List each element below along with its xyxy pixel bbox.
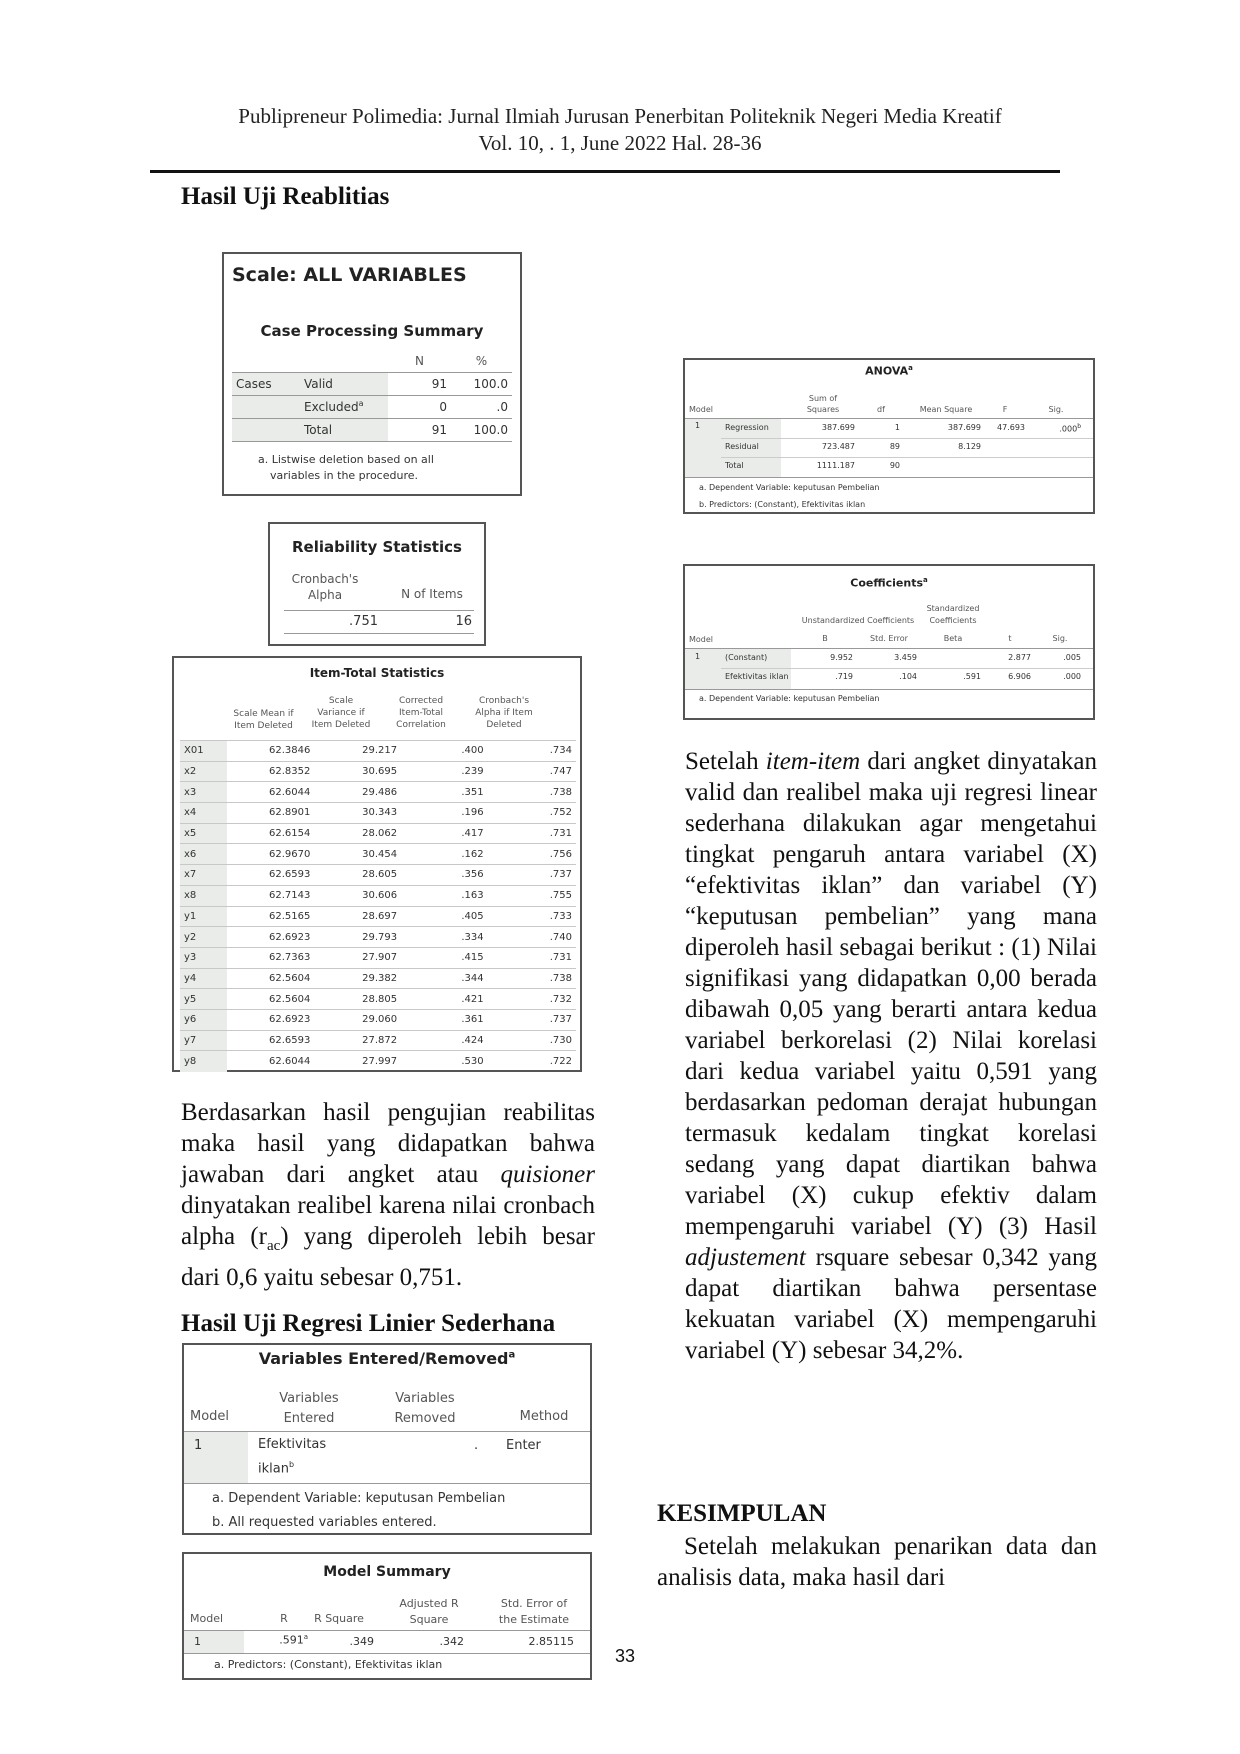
col-entered: Variables Entered xyxy=(279,1391,339,1426)
item-value: .334 xyxy=(461,931,484,943)
table-row xyxy=(180,761,576,782)
item-value: .722 xyxy=(549,1055,572,1067)
item-label: x7 xyxy=(180,865,227,886)
ms-col-adj: Adjusted R Square xyxy=(399,1597,459,1626)
entered-model: 1 xyxy=(194,1438,203,1453)
header-rule xyxy=(150,170,1060,173)
entered-method: Enter xyxy=(506,1438,541,1453)
table-row xyxy=(180,885,576,906)
item-value: .747 xyxy=(549,766,572,778)
anova-df: 90 xyxy=(889,461,900,470)
ms-col-rsq: R Square xyxy=(314,1612,364,1625)
coef-col-model: Model xyxy=(689,635,714,644)
case-n: 91 xyxy=(431,422,447,437)
item-label: x4 xyxy=(180,803,227,824)
coef-note: a. Dependent Variable: keputusan Pembelian xyxy=(699,694,880,703)
case-pct: 100.0 xyxy=(473,422,508,437)
item-value: .732 xyxy=(549,993,572,1005)
coef-label: (Constant) xyxy=(725,653,768,662)
item-label: x5 xyxy=(180,823,227,844)
coef-col-sig: Sig. xyxy=(1052,634,1068,643)
col-n-header: N xyxy=(415,353,424,368)
item-value: 27.872 xyxy=(362,1034,398,1046)
coef-col-std: Standardized Coefficients xyxy=(926,604,980,625)
coef-se: .104 xyxy=(899,672,917,681)
item-value: .733 xyxy=(549,910,572,922)
item-value: 28.605 xyxy=(362,869,398,881)
item-value: .421 xyxy=(461,993,484,1005)
item-value: .163 xyxy=(461,890,484,902)
regression-paragraph: Setelah item-item dari angket dinyatakan valid dan realibel maka uji regresi linear sederhana dilakukan agar mengetahui tingkat pengaruh antara variabel (X) “efektivitas iklan” dan variabel (Y) “keputusan pembelian” yang mana diperoleh hasil sebagai berikut : (1) Nilai signifikasi yang didapatkan 0,00 berada dibawah 0,05 yang berarti antara kedua variabel berkorelasi (2) Nilai korelasi dari kedua variabel yaitu 0,591 yang berdasarkan pedoman derajat hubungan termasuk kedalam tingkat korelasi sedang yang dapat diartikan bahwa variabel (X) cukup efektiv dalam mempengaruhi variabel (Y) (3) Hasil adjustement rsquare sebesar 0,342 yang dapat diartikan bahwa persentase kekuatan variabel (X) mempengaruhi variabel (Y) sebesar 34,2%. xyxy=(685,748,1098,1364)
ms-col-r: R xyxy=(280,1612,288,1625)
section-heading-reliability: Hasil Uji Reablitias xyxy=(181,183,390,210)
coef-b: 9.952 xyxy=(830,653,853,662)
reliability-statistics xyxy=(268,522,486,646)
item-total-title: Item-Total Statistics xyxy=(309,666,445,680)
table-row xyxy=(180,741,576,762)
item-value: 28.697 xyxy=(362,910,398,922)
item-value: 30.343 xyxy=(362,807,398,819)
col-scale-variance: Scale Variance if Item Deleted xyxy=(311,696,371,730)
item-value: .738 xyxy=(549,972,572,984)
item-value: .756 xyxy=(549,848,572,860)
anova-df: 1 xyxy=(894,423,900,432)
table-row xyxy=(180,947,576,968)
entered-title: Variables Entered/Removed$^a$ xyxy=(258,1349,516,1368)
item-value: 28.805 xyxy=(362,993,398,1005)
anova-col-df: df xyxy=(877,405,885,414)
ms-col-model: Model xyxy=(190,1612,224,1625)
col-corrected-correlation: Corrected Item-Total Correlation xyxy=(396,696,446,730)
coef-t: 2.877 xyxy=(1008,653,1031,662)
cronbach-alpha-value: .751 xyxy=(349,614,378,629)
anova-label: Residual xyxy=(725,442,759,451)
model-summary xyxy=(182,1552,592,1680)
item-label: y8 xyxy=(180,1051,227,1072)
coef-col-t: t xyxy=(1008,634,1012,643)
item-value: .351 xyxy=(461,786,484,798)
case-processing-summary xyxy=(222,252,522,496)
anova-ss: 723.487 xyxy=(821,442,855,451)
item-value: .239 xyxy=(461,766,484,778)
coefficients-table xyxy=(683,564,1095,720)
coef-t: 6.906 xyxy=(1008,672,1031,681)
table-row xyxy=(180,803,576,824)
anova-col-f: F xyxy=(1002,405,1008,414)
coef-model: 1 xyxy=(695,652,701,661)
item-value: .737 xyxy=(549,869,572,881)
anova-f: 47.693 xyxy=(997,423,1025,432)
coef-beta: .591 xyxy=(963,672,981,681)
item-value: 30.606 xyxy=(362,890,398,902)
case-row-label: Valid xyxy=(300,372,388,395)
ms-r: .591$^a$ xyxy=(279,1633,308,1647)
case-pct: 100.0 xyxy=(473,376,508,391)
table-row xyxy=(180,782,576,803)
anova-ms: 387.699 xyxy=(947,423,981,432)
case-summary-table xyxy=(232,350,512,442)
anova-notes: a. Dependent Variable: keputusan Pembelian b. Predictors: (Constant), Efektivitas iklan xyxy=(699,483,880,509)
item-value: 62.6044 xyxy=(269,1055,311,1067)
item-value: .738 xyxy=(549,786,572,798)
journal-volume: Vol. 10, . 1, June 2022 Hal. 28-36 xyxy=(478,131,762,155)
table-row xyxy=(180,1051,576,1072)
items-header: N of Items xyxy=(401,587,463,601)
item-value: 62.6593 xyxy=(269,869,311,881)
case-row-label: Excluded$^a$ xyxy=(300,395,388,418)
anova-model: 1 xyxy=(695,421,701,430)
coef-col-beta: Beta xyxy=(943,634,963,643)
table-row xyxy=(180,927,576,948)
anova-title: ANOVA$^a$ xyxy=(865,364,913,378)
case-pct: .0 xyxy=(496,399,508,414)
anova-ms: 8.129 xyxy=(958,442,981,451)
item-value: 30.454 xyxy=(362,848,398,860)
model-summary-title: Model Summary xyxy=(323,1564,451,1580)
item-value: 62.5165 xyxy=(269,910,311,922)
n-items-value: 16 xyxy=(455,614,472,629)
item-total-table xyxy=(180,740,576,1072)
reliability-title: Reliability Statistics xyxy=(292,538,462,556)
table-row xyxy=(180,906,576,927)
item-value: .361 xyxy=(461,1014,484,1026)
ms-model: 1 xyxy=(194,1635,201,1648)
item-label: x6 xyxy=(180,844,227,865)
anova-col-ss: Sum of Squares xyxy=(806,394,840,414)
anova-ss: 1111.187 xyxy=(816,461,855,470)
coef-col-b: B xyxy=(822,634,828,643)
case-summary-note: a. Listwise deletion based on all variables in the procedure. xyxy=(258,453,434,482)
item-value: 62.8352 xyxy=(269,766,311,778)
ms-rsq: .349 xyxy=(349,1635,374,1648)
entered-notes: a. Dependent Variable: keputusan Pembelian b. All requested variables entered. xyxy=(212,1491,506,1530)
item-value: .344 xyxy=(461,972,484,984)
item-label: x3 xyxy=(180,782,227,803)
anova-label: Regression xyxy=(725,423,769,432)
item-value: 62.8901 xyxy=(269,807,311,819)
item-value: .196 xyxy=(461,807,484,819)
item-value: 62.7363 xyxy=(269,952,311,964)
table-row xyxy=(180,989,576,1010)
variables-entered-removed xyxy=(182,1343,592,1535)
item-value: .730 xyxy=(549,1034,572,1046)
anova-col-model: Model xyxy=(689,405,714,414)
table-row xyxy=(180,1030,576,1051)
item-value: .417 xyxy=(461,828,484,840)
coef-se: 3.459 xyxy=(894,653,917,662)
item-value: 62.6154 xyxy=(269,828,311,840)
anova-sig: .000$^b$ xyxy=(1059,423,1081,434)
col-model: Model xyxy=(190,1409,230,1424)
ms-adj: .342 xyxy=(439,1635,464,1648)
coef-b: .719 xyxy=(835,672,853,681)
reliability-paragraph: Berdasarkan hasil pengujian reabilitas maka hasil yang didapatkan bahwa jawaban dari angket atau quisioner dinyatakan realibel karena nilai cronbach alpha $(r_{ac})$ yang diperoleh lebih besar dari 0,6 yaitu sebesar 0,751. xyxy=(181,1099,595,1291)
item-value: 62.6044 xyxy=(269,786,311,798)
item-value: .162 xyxy=(461,848,484,860)
item-value: .356 xyxy=(461,869,484,881)
item-value: .415 xyxy=(461,952,484,964)
item-label: y5 xyxy=(180,989,227,1010)
item-value: 29.486 xyxy=(362,786,398,798)
item-value: .400 xyxy=(461,745,484,757)
anova-table xyxy=(683,358,1095,514)
table-row xyxy=(180,823,576,844)
item-value: 62.5604 xyxy=(269,993,311,1005)
item-value: .734 xyxy=(549,745,572,757)
item-value: .731 xyxy=(549,952,572,964)
item-value: 27.997 xyxy=(362,1055,398,1067)
item-value: 30.695 xyxy=(362,766,398,778)
item-value: .405 xyxy=(461,910,484,922)
col-scale-mean: Scale Mean if Item Deleted xyxy=(233,709,294,731)
anova-df: 89 xyxy=(889,442,900,451)
item-value: 62.5604 xyxy=(269,972,311,984)
item-label: y4 xyxy=(180,968,227,989)
item-value: .740 xyxy=(549,931,572,943)
coef-sig: .000 xyxy=(1063,672,1081,681)
removed-variable: . xyxy=(474,1438,479,1453)
ms-note: a. Predictors: (Constant), Efektivitas iklan xyxy=(214,1658,443,1671)
item-value: 27.907 xyxy=(362,952,398,964)
case-summary-title: Case Processing Summary xyxy=(260,322,484,340)
item-value: .530 xyxy=(461,1055,484,1067)
coef-sig: .005 xyxy=(1063,653,1081,662)
item-label: y1 xyxy=(180,906,227,927)
item-value: 29.793 xyxy=(362,931,398,943)
case-row-label: Total xyxy=(300,418,388,441)
scale-title: Scale: ALL VARIABLES xyxy=(232,264,467,286)
anova-ss: 387.699 xyxy=(821,423,855,432)
item-value: .424 xyxy=(461,1034,484,1046)
col-alpha-if-deleted: Cronbach's Alpha if Item Deleted xyxy=(475,696,533,730)
section-heading-regression: Hasil Uji Regresi Linier Sederhana xyxy=(181,1310,556,1337)
coef-col-unstd: Unstandardized Coefficients xyxy=(801,616,915,625)
item-value: 62.9670 xyxy=(269,848,311,860)
case-n: 0 xyxy=(439,399,447,414)
item-label: y2 xyxy=(180,927,227,948)
item-value: 28.062 xyxy=(362,828,398,840)
item-value: .755 xyxy=(549,890,572,902)
coef-col-se: Std. Error xyxy=(870,634,908,643)
item-value: .731 xyxy=(549,828,572,840)
item-value: 62.3846 xyxy=(269,745,311,757)
col-removed: Variables Removed xyxy=(394,1391,456,1426)
item-label: X01 xyxy=(180,741,227,762)
col-method: Method xyxy=(519,1409,569,1424)
entered-variable: Efektivitas iklan$^b$ xyxy=(258,1437,327,1477)
item-value: 62.6593 xyxy=(269,1034,311,1046)
col-pct-header: % xyxy=(475,353,488,368)
item-value: 62.7143 xyxy=(269,890,311,902)
item-label: y6 xyxy=(180,1009,227,1030)
page-number: 33 xyxy=(615,1646,636,1666)
section-heading-conclusion: KESIMPULAN xyxy=(657,1500,827,1527)
case-n: 91 xyxy=(431,376,447,391)
table-row xyxy=(180,968,576,989)
item-label: x8 xyxy=(180,885,227,906)
cases-label: Cases xyxy=(232,372,300,395)
item-value: 62.6923 xyxy=(269,931,311,943)
coef-label: Efektivitas iklan xyxy=(725,672,789,681)
table-row xyxy=(180,865,576,886)
coefficients-title: Coefficients$^a$ xyxy=(850,576,928,590)
item-value: 29.060 xyxy=(362,1014,398,1026)
alpha-header: Cronbach's Alpha xyxy=(291,572,359,602)
item-label: x2 xyxy=(180,761,227,782)
table-row xyxy=(180,844,576,865)
conclusion-paragraph: Setelah melakukan penarikan data dan analisis data, maka hasil dari xyxy=(657,1533,1097,1591)
item-value: 29.217 xyxy=(362,745,398,757)
item-value: .737 xyxy=(549,1014,572,1026)
anova-col-ms: Mean Square xyxy=(919,405,973,414)
table-row xyxy=(180,1009,576,1030)
item-value: 29.382 xyxy=(362,972,398,984)
anova-col-sig: Sig. xyxy=(1048,405,1064,414)
ms-col-se: Std. Error of the Estimate xyxy=(498,1597,570,1626)
item-label: y7 xyxy=(180,1030,227,1051)
anova-label: Total xyxy=(725,461,744,470)
item-total-statistics xyxy=(172,656,582,1072)
item-value: 62.6923 xyxy=(269,1014,311,1026)
item-value: .752 xyxy=(549,807,572,819)
item-label: y3 xyxy=(180,947,227,968)
journal-title: Publipreneur Polimedia: Jurnal Ilmiah Jurusan Penerbitan Politeknik Negeri Media Kreatif xyxy=(238,104,1002,128)
ms-se: 2.85115 xyxy=(528,1635,574,1648)
